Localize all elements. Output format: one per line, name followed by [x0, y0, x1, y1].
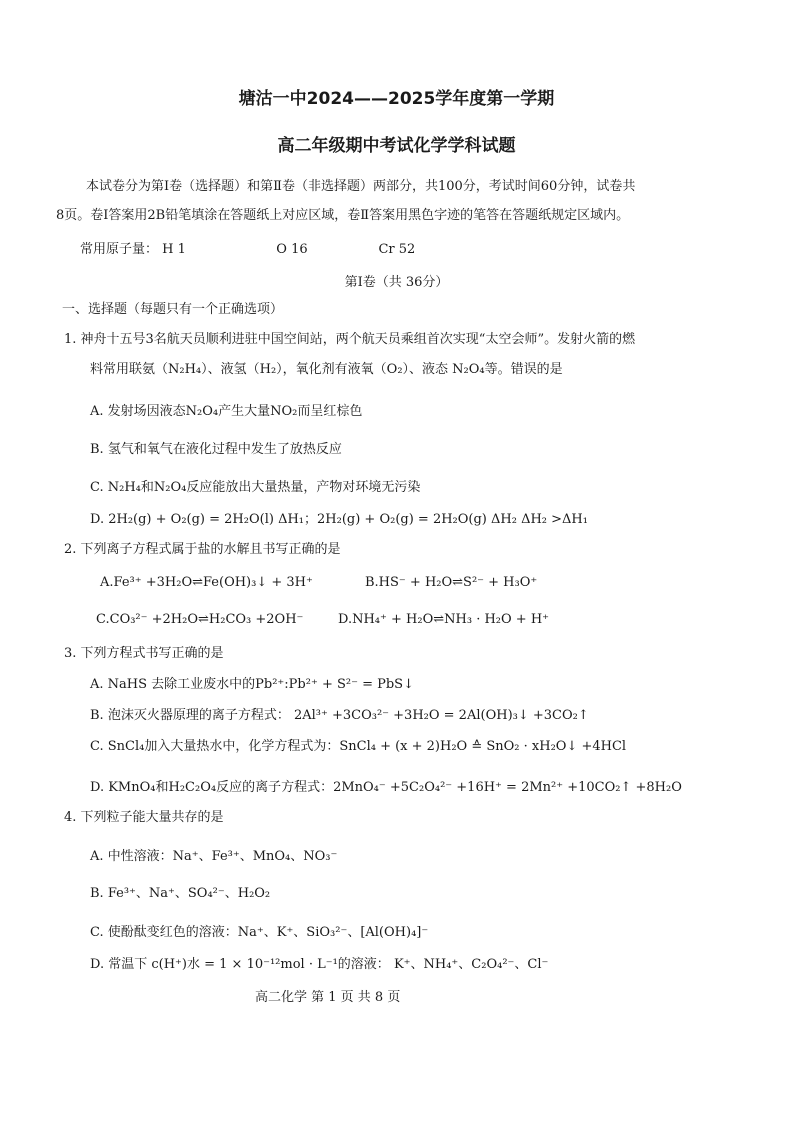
q3-option-c: C. SnCl₄加入大量热水中，化学方程式为：SnCl₄ + (x + 2)H₂O ≙ SnO₂ · xH₂O↓ +4HCl — [90, 739, 627, 754]
exam-subtitle: 高二年级期中考试化学学科试题 — [277, 136, 516, 156]
page-footer: 高二化学 第 1 页 共 8 页 — [255, 990, 401, 1005]
q1-option-c: C. N₂H₄和N₂O₄反应能放出大量热量，产物对环境无污染 — [90, 480, 421, 495]
q2-option-b: B.HS⁻ + H₂O⇌S²⁻ + H₃O⁺ — [365, 575, 538, 590]
q1-option-a: A. 发射场因液态N₂O₄产生大量NO₂而呈红棕色 — [90, 404, 363, 419]
q3-option-b: B. 泡沫灭火器原理的离子方程式： 2Al³⁺ +3CO₃²⁻ +3H₂O = 2Al(OH)₃↓ +3CO₂↑ — [90, 708, 589, 723]
atomic-mass-o: O 16 — [276, 242, 308, 257]
exam-title: 塘沽一中2024——2025学年度第一学期 — [238, 89, 555, 109]
q2-option-d: D.NH₄⁺ + H₂O⇌NH₃ · H₂O + H⁺ — [338, 612, 550, 627]
q4-option-a: A. 中性溶液：Na⁺、Fe³⁺、MnO₄、NO₃⁻ — [90, 849, 338, 864]
q3-stem: 3. 下列方程式书写正确的是 — [64, 646, 224, 661]
q1-option-d: D. 2H₂(g) + O₂(g) = 2H₂O(l) ΔH₁；2H₂(g) + O₂(g) = 2H₂O(g) ΔH₂ ΔH₂ >ΔH₁ — [90, 512, 588, 527]
q2-option-a: A.Fe³⁺ +3H₂O⇌Fe(OH)₃↓ + 3H⁺ — [100, 575, 313, 590]
atomic-mass-h: H 1 — [162, 242, 186, 257]
atomic-mass-label: 常用原子量： — [80, 242, 159, 257]
atomic-mass-row — [80, 238, 415, 257]
atomic-mass-cr: Cr 52 — [378, 242, 416, 257]
intro-line-1: 本试卷分为第Ⅰ卷（选择题）和第Ⅱ卷（非选择题）两部分，共100分，考试时间60分钟，试卷共 — [86, 179, 636, 194]
q1-option-b: B. 氢气和氧气在液化过程中发生了放热反应 — [90, 442, 342, 457]
q2-stem: 2. 下列离子方程式属于盐的水解且书写正确的是 — [64, 542, 341, 557]
intro-line-2: 8页。卷Ⅰ答案用2B铅笔填涂在答题纸上对应区域，卷Ⅱ答案用黑色字迹的笔答在答题纸规定区域内。 — [56, 208, 630, 223]
q1-stem-line-2: 料常用联氨（N₂H₄）、液氢（H₂），氧化剂有液氧（O₂）、液态 N₂O₄等。错误的是 — [90, 362, 563, 377]
q4-option-b: B. Fe³⁺、Na⁺、SO₄²⁻、H₂O₂ — [90, 886, 271, 901]
q3-option-a: A. NaHS 去除工业废水中的Pb²⁺:Pb²⁺ + S²⁻ = PbS↓ — [90, 677, 414, 692]
q2-option-c: C.CO₃²⁻ +2H₂O⇌H₂CO₃ +2OH⁻ — [96, 612, 304, 627]
q4-option-d: D. 常温下 c(H⁺)水 = 1 × 10⁻¹²mol · L⁻¹的溶液： K⁺、NH₄⁺、C₂O₄²⁻、Cl⁻ — [90, 957, 549, 972]
section-heading: 一、选择题（每题只有一个正确选项） — [62, 302, 284, 317]
q3-option-d: D. KMnO₄和H₂C₂O₄反应的离子方程式：2MnO₄⁻ +5C₂O₄²⁻ +16H⁺ = 2Mn²⁺ +10CO₂↑ +8H₂O — [90, 780, 682, 795]
q4-option-c: C. 使酚酞变红色的溶液：Na⁺、K⁺、SiO₃²⁻、[Al(OH)₄]⁻ — [90, 925, 429, 940]
part-one-heading: 第Ⅰ卷（共 36分） — [344, 275, 449, 290]
q4-stem: 4. 下列粒子能大量共存的是 — [64, 810, 224, 825]
q1-stem-line-1: 1. 神舟十五号3名航天员顺利进驻中国空间站，两个航天员乘组首次实现“太空会师”。发射火箭的燃 — [64, 332, 636, 347]
